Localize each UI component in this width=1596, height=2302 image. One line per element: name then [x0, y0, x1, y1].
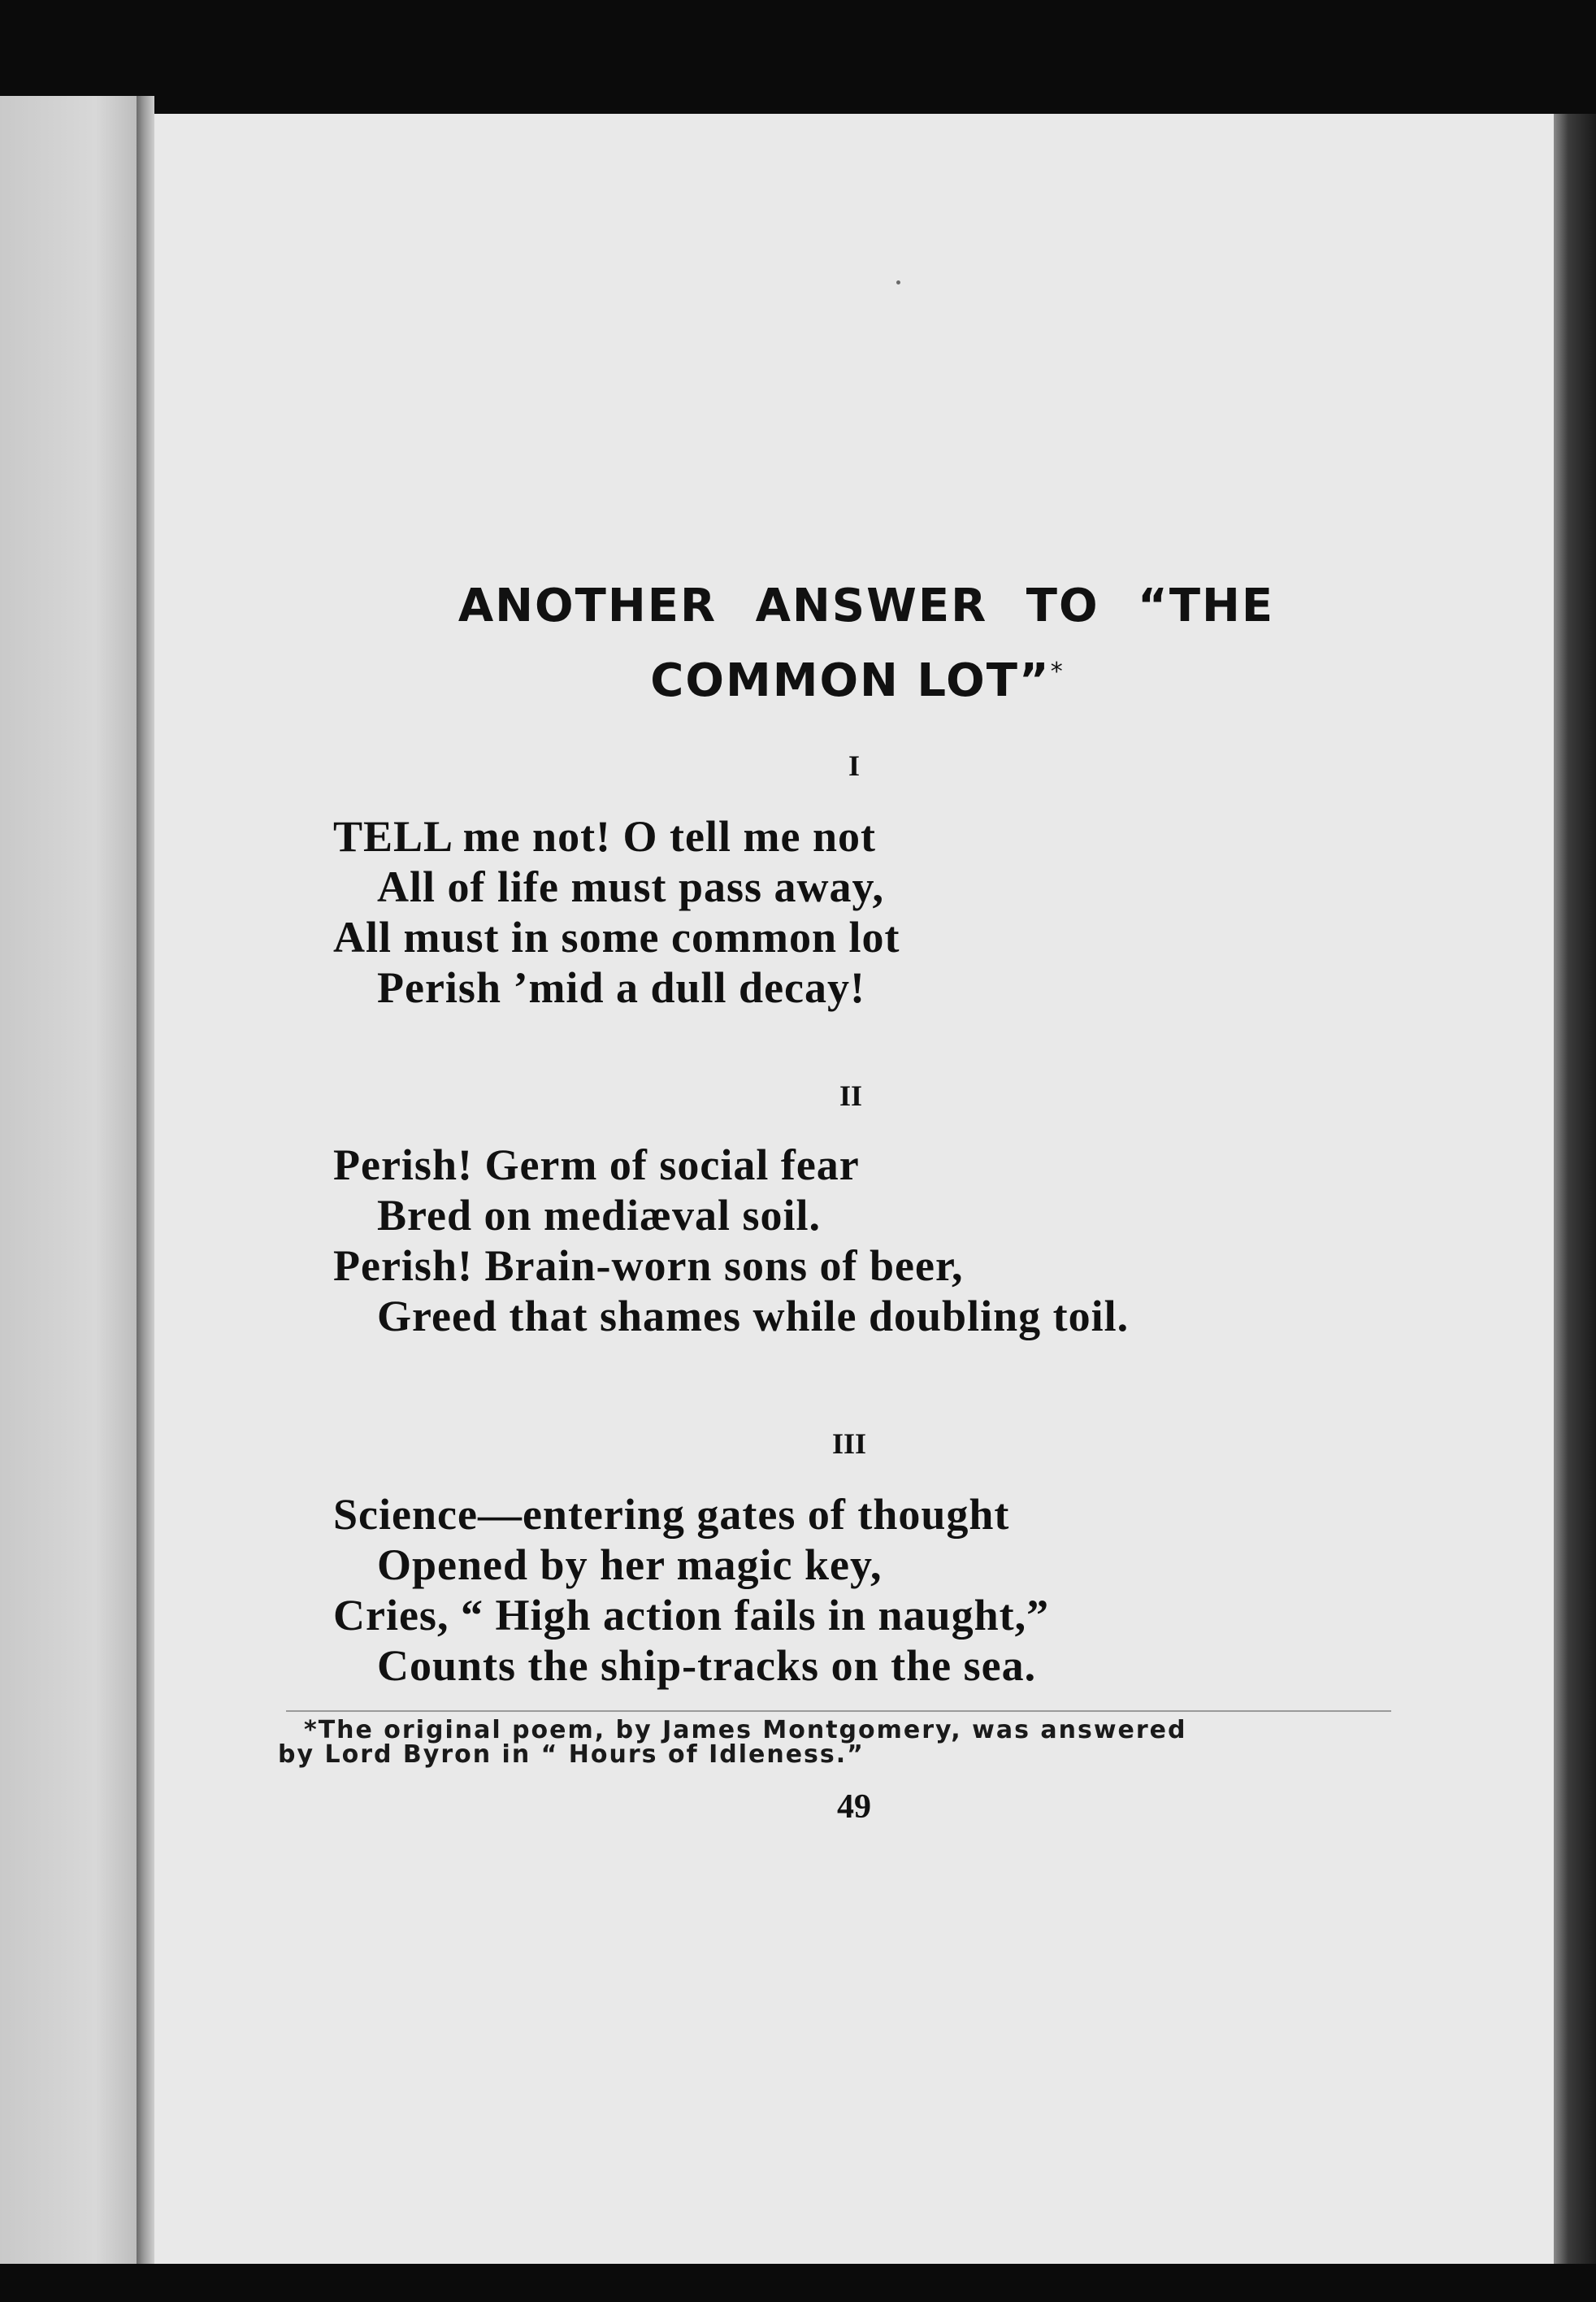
stanza-numeral: III	[831, 1427, 867, 1460]
footnote-marker: *	[1050, 658, 1065, 686]
stanza-2	[333, 1140, 1471, 1341]
verse-line: All must in some common lot	[333, 913, 900, 962]
verse-line: Greed that shames while doubling toil.	[377, 1292, 1130, 1340]
footnote-rule	[286, 1710, 1391, 1712]
facing-page-edge	[0, 96, 137, 2266]
stanza-numeral: II	[839, 1079, 863, 1112]
footnote-line: *The original poem, by James Montgomery, was answered	[304, 1716, 1187, 1744]
verse-line: Counts the ship-tracks on the sea.	[377, 1641, 1037, 1690]
verse-line: Bred on mediæval soil.	[377, 1191, 822, 1240]
verse-line: Perish ’mid a dull decay!	[377, 963, 865, 1012]
footnote-line: by Lord Byron in “ Hours of Idleness.”	[278, 1740, 865, 1769]
stanza-3	[333, 1489, 1471, 1691]
stanza-numeral: I	[848, 749, 860, 782]
book-gutter	[137, 96, 154, 2266]
page-number: 49	[837, 1788, 871, 1826]
poem-title-line-2-text: COMMON LOT”	[650, 654, 1051, 707]
verse-line: Opened by her magic key,	[377, 1540, 883, 1589]
poem-title-line-1: ANOTHER ANSWER TO “THE	[458, 580, 1275, 632]
stanza-1	[333, 811, 1471, 1013]
page-right-edge-shadow	[1554, 114, 1596, 2264]
page-content	[154, 0, 1554, 2302]
verse-line: All of life must pass away,	[377, 862, 885, 911]
verse-line: TELL me not! O tell me not	[333, 812, 876, 861]
verse-line: Perish! Brain-worn sons of beer,	[333, 1241, 964, 1290]
verse-line: Science—entering gates of thought	[333, 1490, 1010, 1539]
poem-title	[154, 580, 1554, 733]
poem-title-line-2	[154, 654, 1554, 733]
verse-line: Cries, “ High action fails in naught,”	[333, 1591, 1050, 1640]
verse-line: Perish! Germ of social fear	[333, 1140, 860, 1189]
footnote	[278, 1718, 1407, 1767]
